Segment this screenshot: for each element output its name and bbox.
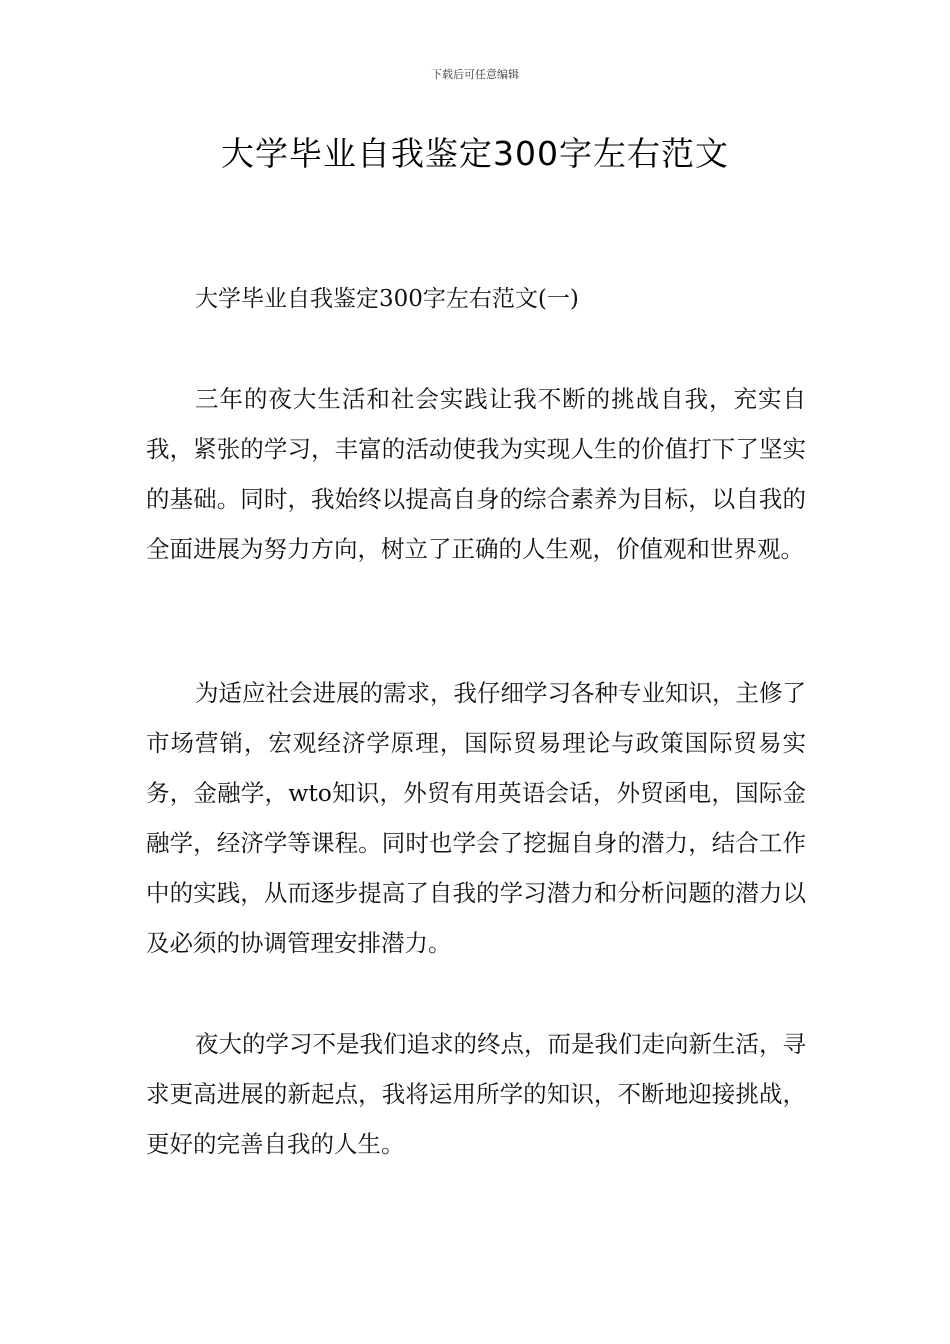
section-heading: 大学毕业自我鉴定300字左右范文(一) [195,286,579,312]
paragraph-2: 为适应社会进展的需求，我仔细学习各种专业知识，主修了市场营销，宏观经济学原理，国际贸易理论与政策国际贸易实务，金融学，wto知识，外贸有用英语会话，外贸函电，国际金融学，经济学等课程。同时也学会了挖掘自身的潜力，结合工作中的实践，从而逐步提高了自我的学习潜力和分析问题的潜力以及必须的协调管理安排潜力。 [146,679,806,957]
paragraph-1: 三年的夜大生活和社会实践让我不断的挑战自我，充实自我，紧张的学习，丰富的活动使我为实现人生的价值打下了坚实的基础。同时，我始终以提高自身的综合素养为目标，以自我的全面进展为努力方向，树立了正确的人生观，价值观和世界观。 [146,385,806,563]
header-note: 下载后可任意编辑 [431,68,519,81]
document-title: 大学毕业自我鉴定300字左右范文 [221,134,729,173]
paragraph-3: 夜大的学习不是我们追求的终点，而是我们走向新生活，寻求更高进展的新起点，我将运用所学的知识，不断地迎接挑战，更好的完善自我的人生。 [146,1030,806,1158]
